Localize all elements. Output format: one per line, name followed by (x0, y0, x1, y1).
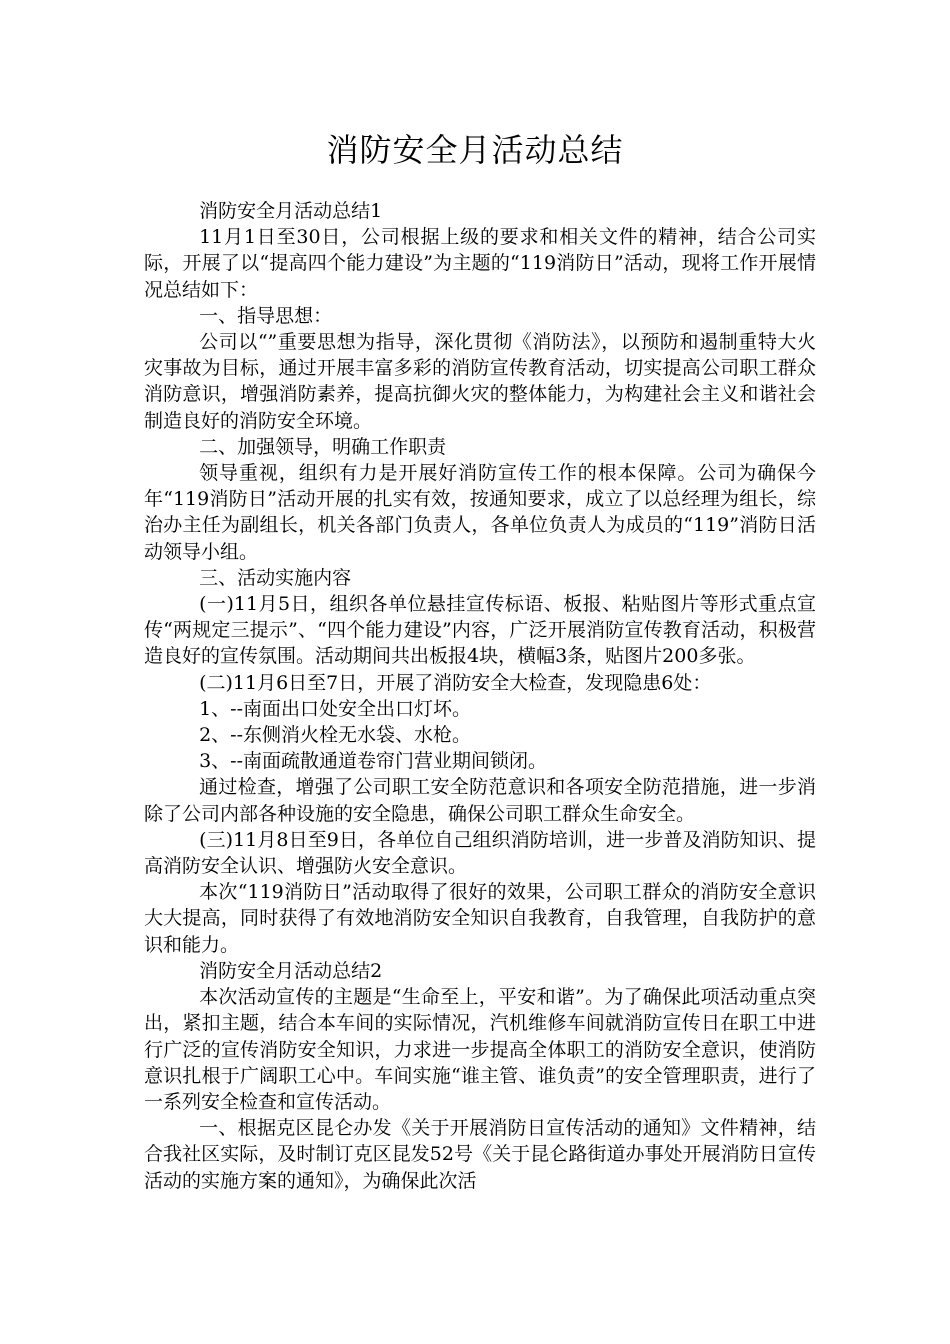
heading-activities: 三、活动实施内容 (199, 566, 352, 589)
paragraph-theme: 本次活动宣传的主题是“生命至上，平安和谐”。为了确保此项活动重点突出，紧扣主题，结合本车间的实际情况，汽机维修车间就消防宣传日在职工中进行广泛的宣传消防安全知识，力求进一步提高全体职工的消防安全意识，使消防意识扎根于广阔职工心中。车间实施“谁主管、谁负责”的安全管理职责，进行了一系列安全检查和宣传活动。 (144, 986, 816, 1113)
list-item-hazard-2: 2、--东侧消火栓无水袋、水枪。 (199, 724, 472, 747)
paragraph-activity-3: (三)11月8日至9日，各单位自己组织消防培训，进一步普及消防知识、提高消防安全认识、增强防火安全意识。 (144, 828, 816, 878)
section-heading-2: 消防安全月活动总结2 (199, 959, 383, 982)
section-heading-1: 消防安全月活动总结1 (199, 200, 383, 222)
paragraph-activity-2: (二)11月6日至7日，开展了消防安全大检查，发现隐患6处： (199, 671, 712, 694)
list-item-hazard-1: 1、--南面出口处安全出口灯坏。 (199, 697, 472, 720)
list-item-hazard-3: 3、--南面疏散通道卷帘门营业期间锁闭。 (199, 750, 548, 773)
document-title: 消防安全月活动总结 (326, 131, 624, 169)
paragraph-notice: 一、根据克区昆仑办发《关于开展消防日宣传活动的通知》文件精神，结合我社区实际，及时制订克区昆发52号《关于昆仑路街道办事处开展消防日宣传活动的实施方案的通知》，为确保此次活 (144, 1117, 816, 1192)
paragraph-activity-1: (一)11月5日，组织各单位悬挂宣传标语、板报、粘贴图片等形式重点宣传“两规定三提示”、“四个能力建设”内容，广泛开展消防宣传教育活动，积极营造良好的宣传氛围。活动期间共出板报4块，横幅3条，贴图片200多张。 (144, 593, 816, 668)
paragraph-leadership: 领导重视，组织有力是开展好消防宣传工作的根本保障。公司为确保今年“119消防日”活动开展的扎实有效，按通知要求，成立了以总经理为组长，综治办主任为副组长，机关各部门负责人，各单位负责人为成员的“119”消防日活动领导小组。 (144, 462, 816, 563)
heading-leadership: 二、加强领导，明确工作职责 (199, 435, 447, 458)
document-body (144, 198, 816, 1194)
paragraph-inspection-result: 通过检查，增强了公司职工安全防范意识和各项安全防范措施，进一步消除了公司内部各种设施的安全隐患，确保公司职工群众生命安全。 (144, 776, 816, 825)
paragraph-intro: 11月1日至30日，公司根据上级的要求和相关文件的精神，结合公司实际，开展了以“提高四个能力建设”为主题的“119消防日”活动，现将工作开展情况总结如下： (144, 226, 816, 301)
paragraph-conclusion: 本次“119消防日”活动取得了很好的效果，公司职工群众的消防安全意识大大提高，同时获得了有效地消防安全知识自我教育，自我管理，自我防护的意识和能力。 (144, 881, 816, 956)
heading-guiding-thought: 一、指导思想： (199, 304, 333, 327)
paragraph-guiding-thought: 公司以“”重要思想为指导，深化贯彻《消防法》，以预防和遏制重特大火灾事故为目标，通过开展丰富多彩的消防宣传教育活动，切实提高公司职工群众消防意识，增强消防素养，提高抗御火灾的整体能力，为构建社会主义和谐社会制造良好的消防安全环境。 (144, 331, 816, 432)
